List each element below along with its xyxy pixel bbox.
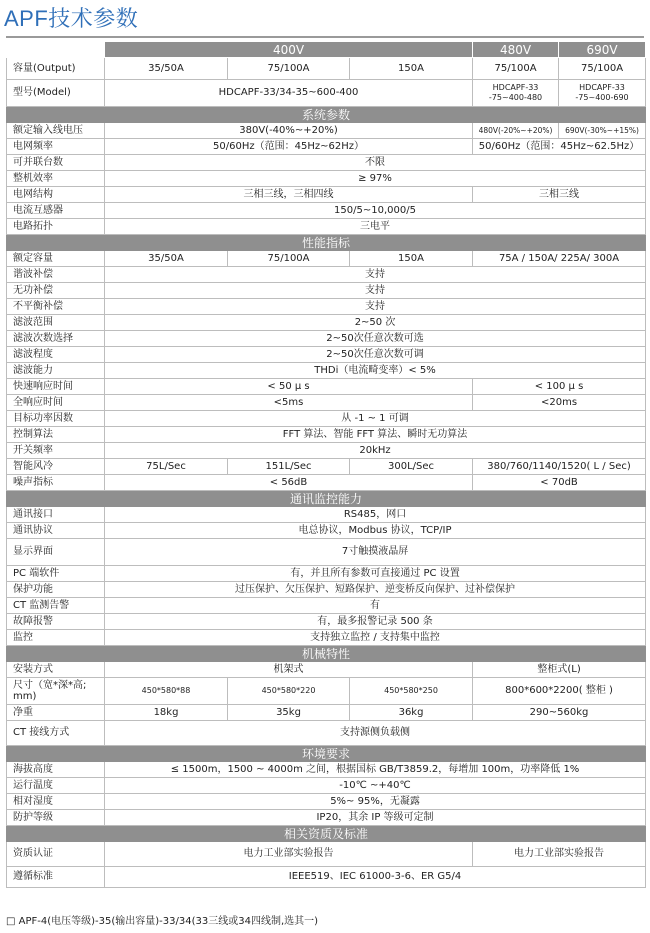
table-row	[7, 582, 646, 598]
section-row	[7, 235, 646, 251]
section-environment: 环境要求	[7, 746, 646, 762]
table-cell: 谐波补偿	[7, 267, 105, 283]
table-row	[7, 630, 646, 646]
table-cell: 通讯协议	[7, 523, 105, 539]
table-cell: 目标功率因数	[7, 411, 105, 427]
table-cell: 滤波能力	[7, 363, 105, 379]
table-row	[7, 507, 646, 523]
title-rule	[6, 36, 644, 38]
table-row	[7, 58, 646, 80]
table-cell: 18kg	[105, 705, 228, 721]
page-title: APF技术参数	[4, 6, 139, 31]
voltage-header-row	[7, 42, 646, 58]
section-row	[7, 826, 646, 842]
table-cell: 支持源侧负载侧	[105, 721, 646, 746]
table-row	[7, 614, 646, 630]
table-cell: 整机效率	[7, 171, 105, 187]
table-cell: THDi（电流畸变率）< 5%	[105, 363, 646, 379]
table-cell: 7寸触摸液晶屏	[105, 539, 646, 566]
table-cell: 151L/Sec	[228, 459, 350, 475]
table-row	[7, 705, 646, 721]
table-cell: 不平衡补偿	[7, 299, 105, 315]
table-cell: 75L/Sec	[105, 459, 228, 475]
voltage-690v: 690V	[559, 42, 646, 58]
table-cell: 150A	[350, 251, 473, 267]
table-cell: 滤波范围	[7, 315, 105, 331]
table-cell: 450*580*88	[105, 678, 228, 705]
table-cell: 运行温度	[7, 778, 105, 794]
table-cell: 20kHz	[105, 443, 646, 459]
table-row	[7, 203, 646, 219]
table-cell: 整柜式(L)	[473, 662, 646, 678]
table-cell: CT 监测告警	[7, 598, 105, 614]
table-row	[7, 810, 646, 826]
table-cell: 75/100A	[559, 58, 646, 80]
table-cell: 290~560kg	[473, 705, 646, 721]
table-cell: 机架式	[105, 662, 473, 678]
table-cell: 电网频率	[7, 139, 105, 155]
table-cell: 支持	[105, 267, 646, 283]
cell-text-line: mm)	[13, 691, 37, 702]
table-row	[7, 443, 646, 459]
table-cell	[7, 42, 105, 58]
table-cell: 全响应时间	[7, 395, 105, 411]
table-cell: 75/100A	[473, 58, 559, 80]
table-cell: 有，最多报警记录 500 条	[105, 614, 646, 630]
cell-text-line: 尺寸（宽*深*高;	[13, 680, 87, 691]
table-cell: 滤波次数选择	[7, 331, 105, 347]
table-cell: 无功补偿	[7, 283, 105, 299]
table-row	[7, 347, 646, 363]
table-cell: 可并联台数	[7, 155, 105, 171]
table-row	[7, 267, 646, 283]
table-cell: IEEE519、IEC 61000-3-6、ER G5/4	[105, 867, 646, 888]
table-cell: 额定输入线电压	[7, 123, 105, 139]
table-row	[7, 523, 646, 539]
table-cell: FFT 算法、智能 FFT 算法、瞬时无功算法	[105, 427, 646, 443]
table-row	[7, 598, 646, 614]
table-cell: 保护功能	[7, 582, 105, 598]
table-cell: 容量(Output)	[7, 58, 105, 80]
table-row	[7, 187, 646, 203]
table-cell: 800*600*2200( 整柜 )	[473, 678, 646, 705]
table-cell: 净重	[7, 705, 105, 721]
table-cell: -10℃ ~+40℃	[105, 778, 646, 794]
table-row	[7, 395, 646, 411]
table-cell: 三相三线	[473, 187, 646, 203]
section-row	[7, 746, 646, 762]
cell-text-line: -75~400-480	[488, 93, 543, 102]
cell-text-line: HDCAPF-33	[579, 83, 625, 92]
section-row	[7, 646, 646, 662]
table-cell: 75/100A	[228, 58, 350, 80]
table-row	[7, 459, 646, 475]
table-cell: 36kg	[350, 705, 473, 721]
table-cell: 电力工业部实验报告	[105, 842, 473, 867]
table-cell: IP20，其余 IP 等级可定制	[105, 810, 646, 826]
table-cell: 35kg	[228, 705, 350, 721]
table-cell: 快速响应时间	[7, 379, 105, 395]
table-row	[7, 427, 646, 443]
table-row	[7, 566, 646, 582]
cell-text-line: -75~400-690	[575, 93, 629, 102]
table-row	[7, 539, 646, 566]
table-cell: 三相三线，三相四线	[105, 187, 473, 203]
table-cell: 滤波程度	[7, 347, 105, 363]
spec-table	[6, 41, 646, 888]
table-cell: 有，并且所有参数可直接通过 PC 设置	[105, 566, 646, 582]
table-row	[7, 794, 646, 810]
table-cell	[7, 678, 105, 705]
table-cell	[559, 80, 646, 107]
section-row	[7, 491, 646, 507]
table-cell: 450*580*220	[228, 678, 350, 705]
table-row	[7, 171, 646, 187]
bullet-icon: □	[6, 916, 16, 927]
table-cell: 2~50 次	[105, 315, 646, 331]
table-cell: 电力工业部实验报告	[473, 842, 646, 867]
table-row	[7, 842, 646, 867]
voltage-480v: 480V	[473, 42, 559, 58]
table-cell: 150/5~10,000/5	[105, 203, 646, 219]
table-cell: 智能风冷	[7, 459, 105, 475]
table-cell: 三电平	[105, 219, 646, 235]
table-cell: 300L/Sec	[350, 459, 473, 475]
section-performance: 性能指标	[7, 235, 646, 251]
table-cell: < 50 μ s	[105, 379, 473, 395]
table-row	[7, 251, 646, 267]
table-cell: 显示界面	[7, 539, 105, 566]
section-communication: 通讯监控能力	[7, 491, 646, 507]
table-cell: 从 -1 ~ 1 可调	[105, 411, 646, 427]
table-cell: 资质认证	[7, 842, 105, 867]
table-row	[7, 219, 646, 235]
table-cell: 150A	[350, 58, 473, 80]
table-row	[7, 678, 646, 705]
table-cell: 5%~ 95%，无凝露	[105, 794, 646, 810]
footnote	[6, 912, 318, 927]
table-row	[7, 331, 646, 347]
section-system: 系统参数	[7, 107, 646, 123]
table-cell: 过压保护、欠压保护、短路保护、逆变桥反向保护、过补偿保护	[105, 582, 646, 598]
table-cell: < 56dB	[105, 475, 473, 491]
table-row	[7, 778, 646, 794]
table-cell: 电网结构	[7, 187, 105, 203]
table-cell: < 100 μ s	[473, 379, 646, 395]
table-cell: 50/60Hz（范围：45Hz~62Hz）	[105, 139, 473, 155]
table-row	[7, 762, 646, 778]
table-cell: 型号(Model)	[7, 80, 105, 107]
table-cell: CT 接线方式	[7, 721, 105, 746]
table-row	[7, 379, 646, 395]
table-cell: 相对湿度	[7, 794, 105, 810]
cell-text-line: HDCAPF-33	[492, 83, 539, 92]
table-row	[7, 139, 646, 155]
table-cell: 电路拓扑	[7, 219, 105, 235]
table-cell: 480V(-20%~+20%)	[473, 123, 559, 139]
table-cell: 安装方式	[7, 662, 105, 678]
table-cell: 控制算法	[7, 427, 105, 443]
table-cell: 噪声指标	[7, 475, 105, 491]
voltage-400v: 400V	[105, 42, 473, 58]
table-cell: 35/50A	[105, 58, 228, 80]
table-cell: RS485，网口	[105, 507, 646, 523]
table-cell: 电总协议，Modbus 协议，TCP/IP	[105, 523, 646, 539]
table-cell: 海拔高度	[7, 762, 105, 778]
table-cell: <5ms	[105, 395, 473, 411]
table-cell: 75/100A	[228, 251, 350, 267]
table-row	[7, 123, 646, 139]
table-row	[7, 411, 646, 427]
table-cell: 380/760/1140/1520( L / Sec)	[473, 459, 646, 475]
table-cell: 支持	[105, 299, 646, 315]
table-cell: 50/60Hz（范围：45Hz~62.5Hz）	[473, 139, 646, 155]
cell-text-line: APF-4(电压等级)-35(输出容量)-33/34(33三线或34四线制,选其一)	[18, 916, 319, 927]
table-row	[7, 155, 646, 171]
table-cell: < 70dB	[473, 475, 646, 491]
table-cell: 450*580*250	[350, 678, 473, 705]
table-cell: PC 端软件	[7, 566, 105, 582]
table-cell: 有	[105, 598, 646, 614]
table-cell: 75A / 150A/ 225A/ 300A	[473, 251, 646, 267]
table-cell: 额定容量	[7, 251, 105, 267]
table-row	[7, 80, 646, 107]
table-row	[7, 867, 646, 888]
table-cell: HDCAPF-33/34-35~600-400	[105, 80, 473, 107]
table-cell: 支持独立监控 / 支持集中监控	[105, 630, 646, 646]
table-cell: 遵循标准	[7, 867, 105, 888]
table-row	[7, 662, 646, 678]
table-cell: 690V(-30%~+15%)	[559, 123, 646, 139]
table-cell: ≤ 1500m，1500 ~ 4000m 之间，根据国标 GB/T3859.2，每增加 100m，功率降低 1%	[105, 762, 646, 778]
table-cell: <20ms	[473, 395, 646, 411]
table-cell: 故障报警	[7, 614, 105, 630]
table-row	[7, 363, 646, 379]
table-row	[7, 299, 646, 315]
table-row	[7, 721, 646, 746]
table-cell: 不限	[105, 155, 646, 171]
table-cell: ≥ 97%	[105, 171, 646, 187]
section-mechanical: 机械特性	[7, 646, 646, 662]
section-certification: 相关资质及标准	[7, 826, 646, 842]
table-cell: 防护等级	[7, 810, 105, 826]
table-cell: 380V(-40%~+20%)	[105, 123, 473, 139]
table-cell: 2~50次任意次数可选	[105, 331, 646, 347]
table-cell	[473, 80, 559, 107]
table-cell: 35/50A	[105, 251, 228, 267]
table-cell: 监控	[7, 630, 105, 646]
section-row	[7, 107, 646, 123]
table-row	[7, 315, 646, 331]
table-row	[7, 283, 646, 299]
table-cell: 支持	[105, 283, 646, 299]
table-cell: 开关频率	[7, 443, 105, 459]
table-cell: 通讯接口	[7, 507, 105, 523]
table-cell: 电流互感器	[7, 203, 105, 219]
table-cell: 2~50次任意次数可调	[105, 347, 646, 363]
table-row	[7, 475, 646, 491]
